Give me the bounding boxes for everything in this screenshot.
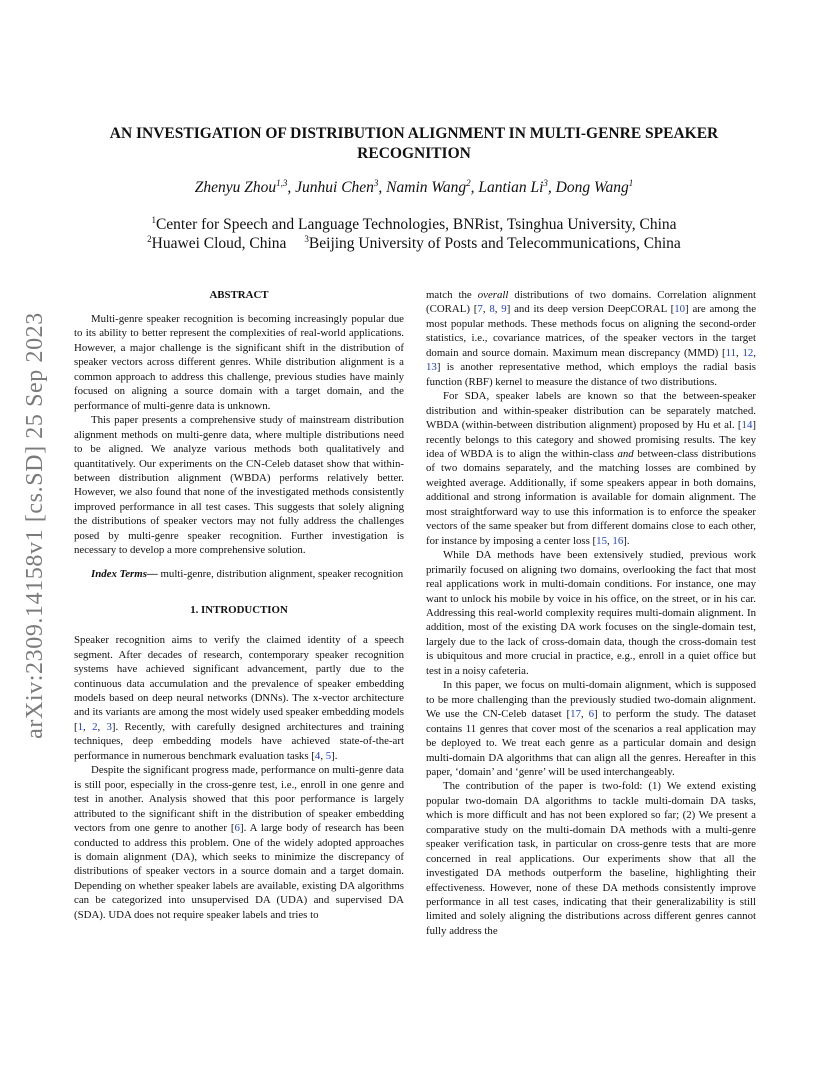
text-run: For SDA, speaker labels are known so that the between-speaker distribution and within-speaker distribution can be separately matched. WBDA (within-between distribution alignment) proposed by Hu et al. [ (426, 390, 756, 432)
text-run: ]. Recently, with carefully designed architectures and training techniques, deep embedding models have achieved state-of-the-art performance in numerous benchmark evaluation tasks [ (74, 720, 405, 762)
text-run: ] recently belongs to this category and showed promising results. The key idea of WBDA is to align the within-class (426, 419, 756, 460)
text-run: ]. (331, 749, 338, 762)
abstract-paragraph: This paper presents a comprehensive study of mainstream distribution alignment methods on multi-genre data, where multiple distributions need to be aligned. We analyze various methods both qualitatively and quantitatively. Our experiments on the CN-Celeb dataset show that within-between distribution alignment (WBDA) performs relatively better. However, we also found that none of the investigated methods consistently improved performance in all test cases. This suggests that solely aligning the distributions of speaker vectors may not fully address the challenges posed by multi-genre speaker recognition. Further investigation is necessary to develop a more comprehensive solution. (74, 414, 404, 557)
author-affiliation-mark: 3 (373, 178, 379, 188)
affiliation-mark: 2 (147, 234, 152, 244)
paper-title-line-1: AN INVESTIGATION OF DISTRIBUTION ALIGNMENT IN MULTI-GENRE SPEAKER (109, 125, 719, 142)
right-column (426, 288, 756, 938)
citation-link[interactable]: 14 (741, 419, 753, 432)
author-list: Zhenyu Zhou$^{1,3}$, Junhui Chen$^3$, Namin Wang$^2$, Lantian Li$^3$, Dong Wang$^1$ (194, 178, 634, 196)
citation-link[interactable]: 17 (570, 708, 581, 721)
affiliation-line (80, 215, 748, 235)
citation-link[interactable]: 4 (314, 749, 321, 762)
citation-link[interactable]: 15 (596, 534, 607, 547)
affiliation-line (80, 234, 748, 254)
citation-link[interactable]: 1 (77, 720, 84, 733)
text-run: Despite the significant progress made, performance on multi-genre data is still poor, especially in the cross-genre test, i.e., enroll in one genre and test in another. Analysis showed that this poor performance is largely attributed to the significant shift in the distribution of speaker embedding vectors from one genre to another [ (74, 764, 404, 835)
body-paragraph: The contribution of the paper is two-fold: (1) We extend existing popular two-domain DA algorithms to tackle multi-domain DA tasks, which is more difficult and has not been explored so far; (2) We present a comparative study on the multi-domain DA methods with a multi-genre speaker verification task, in particular on cross-genre tests that are more concerned in real applications. Our experiments show that all the investigated DA methods outperform the baseline, highlighting their effectiveness. However, none of these DA methods consistently improve performance in all test cases, indicating that their generalizability is still limited and solely aligning the distributions across different genres cannot fully address the (426, 780, 756, 937)
abstract-heading: ABSTRACT (209, 289, 269, 301)
emphasis: overall (477, 289, 509, 301)
author-name: Lantian Li (478, 179, 544, 196)
text-run: ] to perform the study. The dataset contains 11 genres that cover most of the scenarios a real application may be deployed to. We treat each genre as a particular domain and design multi-domain DA algorithms that can align all the genres. Hereafter in this paper, ‘domain’ and ‘genre’ will be used interchangeably. (426, 708, 756, 778)
text-run: ] is another representative method, which employs the radial basis function (RBF) kernel to measure the distance of two distributions. (426, 361, 756, 388)
citation-link[interactable]: 12 (742, 346, 754, 359)
text-run: ]. (623, 534, 630, 547)
affiliation-text: Center for Speech and Language Technologies, BNRist, Tsinghua University, China (155, 216, 677, 233)
body-paragraph: match the overall distributions of two domains. Correlation alignment (CORAL) [7, 8, 9] and its deep version DeepCORAL [10] are among the most popular methods. These methods focus on aligning the second-order statistics, i.e., covariance matrices, of the speaker vectors in the target domain and source domain. Maximum mean discrepancy (MMD) [11, 12, 13] is another representative method, which employs the radial basis function (RBF) kernel to measure the distance of two distributions. (426, 289, 757, 388)
author-name: Dong Wang (555, 179, 629, 196)
affiliation-text: Huawei Cloud, China (151, 235, 287, 252)
text-run: ] are among the most popular methods. These methods focus on aligning the second-order statistics, i.e., covariance matrices, of the speaker vectors in the target domain and source domain. Maximum mean discrepancy (MMD) [ (426, 303, 757, 359)
affiliation-mark: 3 (304, 234, 309, 244)
citation-link[interactable]: 6 (588, 708, 595, 721)
citation-link[interactable]: 10 (674, 303, 686, 316)
index-terms-text: multi-genre, distribution alignment, speaker recognition (157, 567, 404, 580)
citation-link[interactable]: 13 (426, 361, 437, 374)
citation-link[interactable]: 5 (325, 749, 332, 762)
text-run: In this paper, we focus on multi-domain alignment, which is supposed to be more challenging than the previously studied two-domain alignment. We use the CN-Celeb dataset [ (426, 679, 756, 721)
index-terms (74, 567, 404, 581)
author-name: Junhui Chen (295, 179, 374, 196)
author-name: Zhenyu Zhou (194, 179, 277, 196)
paper-title (80, 124, 748, 164)
citation-link[interactable]: 7 (477, 303, 483, 316)
author-affiliation-mark: 1 (628, 178, 634, 188)
affiliation-text: Beijing University of Posts and Telecommunications, China (308, 235, 681, 252)
citation-link[interactable]: 2 (92, 720, 98, 733)
arxiv-identifier (18, 290, 52, 760)
author-affiliation-mark: 2 (466, 178, 471, 188)
arxiv-identifier-text: arXiv:2309.14158v1 [cs.SD] 25 Sep 2023 (21, 311, 48, 739)
citation-link[interactable]: 3 (106, 720, 112, 733)
citation-link[interactable]: 11 (725, 346, 737, 359)
paper-title-line-2: RECOGNITION (357, 145, 471, 162)
abstract-paragraph: Multi-genre speaker recognition is becoming increasingly popular due to its ability to better represent the complexities of real-world applications. However, a major challenge is the significant shift in the distribution of speaker vectors across different genres. While distribution alignment is a common approach to address this challenge, previous studies have mainly focused on aligning a source domain with a target domain, and the performance of multi-genre data is unknown. (74, 313, 404, 412)
text-run: ] and its deep version DeepCORAL [ (506, 303, 675, 316)
section-heading-introduction: 1. INTRODUCTION (190, 604, 288, 617)
body-paragraph: In this paper, we focus on multi-domain alignment, which is supposed to be more challenging than the previously studied two-domain alignment. We use the CN-Celeb dataset [17, 6] to perform the study. The dataset contains 11 genres that cover most of the scenarios a real application may be deployed to. We treat each genre as a particular domain and design multi-domain DA algorithms that can align all the genres. Hereafter in this paper, ‘domain’ and ‘genre’ will be used interchangeably. (426, 679, 756, 778)
body-paragraph: For SDA, speaker labels are known so that the between-speaker distribution and within-speaker distribution can be separately matched. WBDA (within-between distribution alignment) proposed by Hu et al. [14] recently belongs to this category and showed promising results. The key idea of WBDA is to align the within-class and between-class distributions of two domains separately, and the matching losses are combined by weighted average. Additionally, if some speakers appear in both domains, additional and strong information is available for domain alignment. The most straightforward way to use this information is to enforce the speaker vectors of the same speaker but from different domains close to each other, for instance by imposing a center loss [15, 16]. (426, 390, 756, 547)
citation-link[interactable]: 9 (501, 303, 507, 316)
citation-link[interactable]: 8 (489, 303, 495, 316)
body-paragraph: Speaker recognition aims to verify the claimed identity of a speech segment. After decades of research, contemporary speaker recognition systems have achieved significant advancement, partly due to the continuous data accumulation and the prevalence of speaker embedding models based on deep neural networks (DNNs). The x-vector architecture and its variants are among the most widely used speaker embedding models [1, 2, 3]. Recently, with carefully designed architectures and training techniques, deep embedding models have achieved state-of-the-art performance in numerous benchmark evaluation tasks [4, 5]. (74, 634, 405, 762)
left-column (74, 288, 404, 922)
author-affiliation-mark: 1,3 (276, 178, 288, 188)
author-affiliation-mark: 3 (543, 178, 548, 188)
citation-link[interactable]: 6 (234, 822, 240, 835)
text-run: Speaker recognition aims to verify the claimed identity of a speech segment. After decades of research, contemporary speaker recognition systems have achieved significant advancement, partly due to the continuous data accumulation and the prevalence of speaker embedding models based on deep neural networks (DNNs). The x-vector architecture and its variants are among the most widely used speaker embedding models [ (74, 634, 404, 733)
index-terms-label: Index Terms— (91, 567, 158, 580)
emphasis: and (617, 447, 634, 460)
affiliation-mark: 1 (151, 215, 156, 225)
text-run: distributions of two domains. Correlation alignment (CORAL) [ (426, 289, 756, 316)
text-run: ]. A large body of research has been conducted to address this problem. One of the widely adopted approaches is domain alignment (DA), which seeks to minimize the discrepancy of distributions of speaker vectors in a source domain and a target domain. Depending on whether speaker labels are available, existing DA algorithms can be categorized into unsupervised DA (UDA) and supervised DA (SDA). UDA does not require speaker labels and tries to (74, 822, 404, 921)
text-run: match the (426, 289, 478, 301)
text-run: between-class distributions of two domains separately, and the matching losses are combined by weighted average. Additionally, if some speakers appear in both domains, additional and strong information is available for domain alignment. The most straightforward way to use this information is to enforce the speaker vectors of the same speaker but from different domains close to each other, for instance by imposing a center loss [ (426, 447, 756, 547)
citation-link[interactable]: 16 (612, 534, 624, 547)
body-paragraph (74, 763, 404, 922)
author-name: Namin Wang (386, 179, 467, 196)
body-paragraph: While DA methods have been extensively studied, previous work primarily focused on aligning two domains, overlooking the fact that most real applications work in multi-domain conditions. For instance, one may want to unlock his mobile by voice in his office, on the street, or in his car. Addressing this real-world complexity requires multi-domain alignment. In addition, most of the existing DA work focuses on the single-domain test, largely due to the lack of cross-domain data, though the cross-domain test is ubiquitous and more crucial in practice, e.g., enroll in a quiet office but test in a noisy cafeteria. (426, 549, 756, 677)
